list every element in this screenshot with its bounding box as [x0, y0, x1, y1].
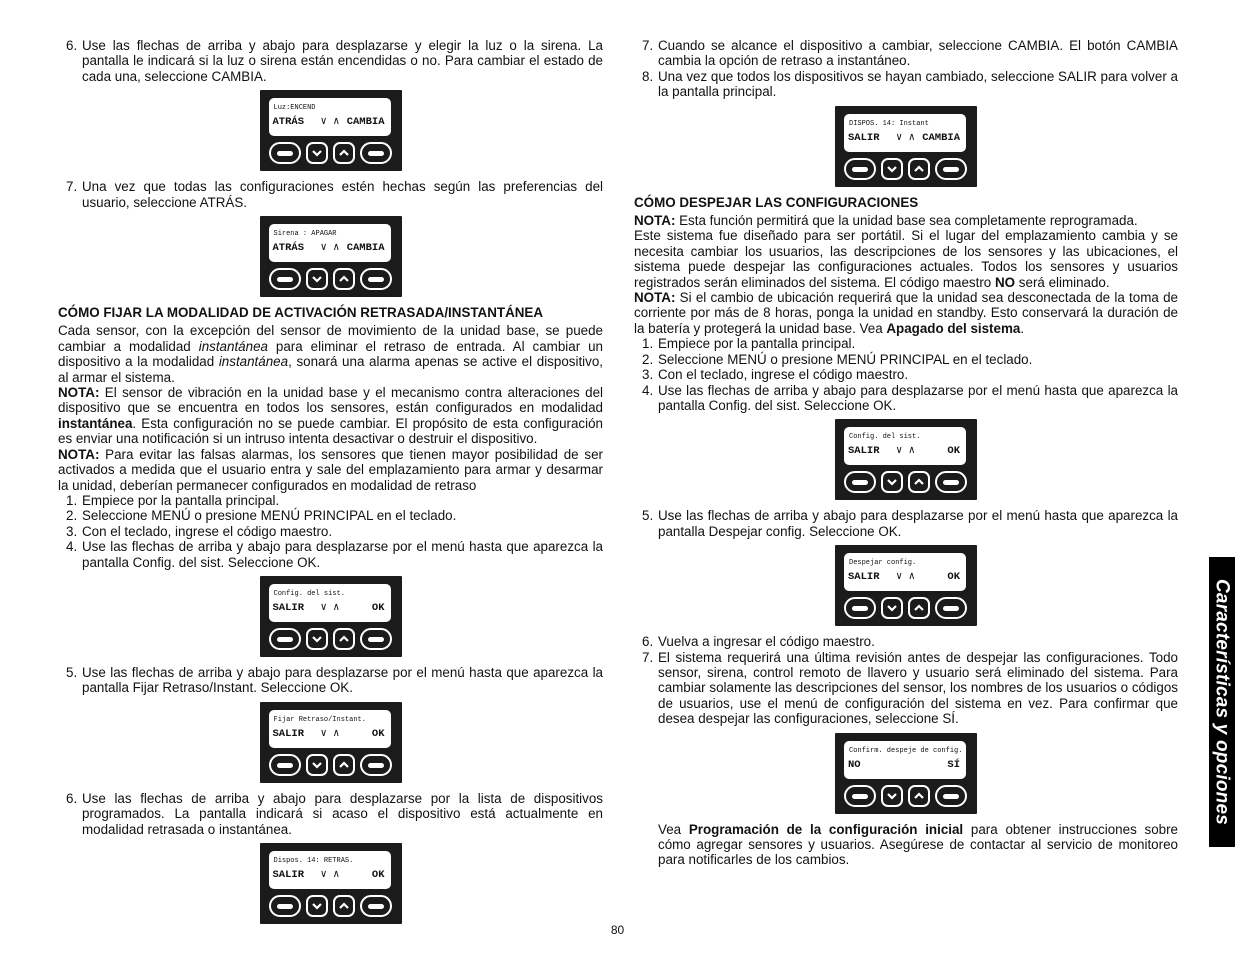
- up-arrow-button[interactable]: [333, 268, 355, 290]
- list-item: 5. Use las flechas de arriba y abajo para desplazarse por el menú hasta que aparezca la pantalla Fijar Retraso/Instant. Seleccione OK.: [66, 664, 603, 696]
- up-arrow-button[interactable]: [333, 142, 355, 164]
- lcd-top-line: Config. del sist.: [273, 589, 345, 598]
- up-arrow-button[interactable]: [908, 785, 930, 807]
- lcd-top-line: Luz:ENCEND: [273, 104, 316, 113]
- list-item: 7. El sistema requerirá una última revisión antes de despejar las configuraciones. Todo sensor, sirena, control remoto de llavero y usuario será eliminado del sistema. Para cambiar solamente las descripciones del sensor, los nombres de los usuarios o códigos de usuarios, use el menú de configuración del sistema en vez. Para confirmar que desea despejar las configuraciones, seleccione SÍ.: [642, 649, 1178, 727]
- chevron-up-icon: [338, 759, 350, 771]
- left-steps-b: [58, 179, 603, 210]
- list-item: 6. Vuelva a ingresar el código maestro.: [642, 634, 875, 650]
- left-steps-d: [58, 665, 603, 696]
- left-softkey-button[interactable]: [269, 895, 301, 917]
- keypad-keys: [269, 628, 393, 652]
- left-softkey-button[interactable]: [269, 142, 301, 164]
- right-softkey-button[interactable]: [360, 628, 392, 650]
- note-paragraph: NOTA: Para evitar las falsas alarmas, los sensores que tienen mayor posibilidad de ser activados a medida que el usuario entra y sale del emplazamiento para armar y desarmar la unidad, deberían permanecer configurados en modalidad de retraso: [58, 446, 603, 493]
- down-arrow-button[interactable]: [881, 158, 903, 180]
- chevron-down-icon: [886, 476, 898, 488]
- up-arrow-button[interactable]: [908, 597, 930, 619]
- lcd-bottom-line: NO SÍ: [848, 758, 960, 771]
- side-tab-label: Características y opciones: [1211, 579, 1233, 825]
- keypad-display: [835, 545, 977, 626]
- right-softkey-button[interactable]: [935, 597, 967, 619]
- lcd-screen: [269, 98, 391, 136]
- left-softkey-button[interactable]: [844, 785, 876, 807]
- down-arrow-button[interactable]: [306, 628, 328, 650]
- chevron-up-icon: [913, 602, 925, 614]
- keypad-keys: [844, 158, 968, 182]
- lcd-bottom-line: SALIR ∨ ∧ OK: [272, 727, 385, 740]
- left-softkey-button[interactable]: [844, 597, 876, 619]
- right-softkey-button[interactable]: [935, 158, 967, 180]
- lcd-screen: [844, 741, 966, 779]
- up-arrow-button[interactable]: [908, 471, 930, 493]
- right-steps-c: [634, 508, 1178, 539]
- list-item: 8. Una vez que todos los dispositivos se hayan cambiado, seleccione SALIR para volver a la pantalla principal.: [642, 68, 1178, 100]
- lcd-screen: [269, 224, 391, 262]
- right-softkey-button[interactable]: [935, 471, 967, 493]
- lcd-screen: [269, 584, 391, 622]
- lcd-bottom-line: SALIR ∨ ∧ OK: [848, 445, 960, 458]
- left-softkey-button[interactable]: [269, 628, 301, 650]
- lcd-screen: [844, 553, 966, 591]
- right-steps-d: [634, 634, 1178, 726]
- list-item: 1. Empiece por la pantalla principal.: [66, 492, 280, 508]
- list-item: 6. Use las flechas de arriba y abajo para desplazarse por la lista de dispositivos programados. La pantalla indicará si acaso el dispositivo está actualmente en modalidad retrasada o instantánea.: [66, 790, 603, 837]
- right-column: [634, 38, 1178, 868]
- keypad-keys: [269, 268, 393, 292]
- keypad-keys: [844, 471, 968, 495]
- chevron-up-icon: [338, 147, 350, 159]
- chevron-up-icon: [913, 476, 925, 488]
- right-steps-b: [634, 336, 1178, 413]
- section-side-tab: [1209, 557, 1235, 847]
- chevron-down-icon: [886, 790, 898, 802]
- left-softkey-button[interactable]: [269, 754, 301, 776]
- section-heading: CÓMO FIJAR LA MODALIDAD DE ACTIVACIÓN RETRASADA/INSTANTÁNEA: [58, 305, 544, 321]
- keypad-display: [260, 576, 402, 657]
- keypad-keys: [269, 895, 393, 919]
- right-softkey-button[interactable]: [360, 268, 392, 290]
- left-softkey-button[interactable]: [844, 158, 876, 180]
- list-item: 2. Seleccione MENÚ o presione MENÚ PRINCIPAL en el teclado.: [66, 508, 457, 524]
- list-item: 4. Use las flechas de arriba y abajo para desplazarse por el menú hasta que aparezca la pantalla Config. del sist. Seleccione OK.: [642, 382, 1178, 413]
- chevron-up-icon: [338, 900, 350, 912]
- lcd-bottom-line: SALIR ∨ ∧ OK: [272, 868, 385, 881]
- lcd-top-line: Fijar Retraso/Instant.: [273, 715, 366, 724]
- list-item: 4. Use las flechas de arriba y abajo para desplazarse por el menú hasta que aparezca la pantalla Config. del sist. Seleccione OK.: [66, 539, 603, 570]
- keypad-keys: [844, 785, 968, 809]
- closing-paragraph: Vea Programación de la configuración inicial para obtener instrucciones sobre cómo agregar sensores y usuarios. Asegúrese de contactar al servicio de monitoreo para notificarles de los cambios.: [658, 821, 1179, 868]
- paragraph: Este sistema fue diseñado para ser portátil. Si el lugar del emplazamiento cambia y se necesita cambiar los usuarios, las descripciones de los sensores y las ubicaciones, el sistema puede despejar las configuraciones actuales. Todos los sensores y usuarios registrados serán eliminados del sistema. El código maestro NO será eliminado.: [634, 228, 1178, 290]
- keypad-display: [835, 419, 977, 500]
- note-paragraph: NOTA: Esta función permitirá que la unidad base sea completamente reprogramada.: [634, 213, 1138, 229]
- lcd-top-line: Sirena : APAGAR: [273, 230, 337, 239]
- right-softkey-button[interactable]: [360, 754, 392, 776]
- lcd-top-line: Despejar config.: [849, 559, 917, 568]
- lcd-screen: [269, 710, 391, 748]
- down-arrow-button[interactable]: [881, 597, 903, 619]
- right-softkey-button[interactable]: [360, 142, 392, 164]
- down-arrow-button[interactable]: [306, 754, 328, 776]
- left-softkey-button[interactable]: [269, 268, 301, 290]
- right-steps-a: [634, 38, 1178, 100]
- list-item: 7. Una vez que todas las configuraciones estén hechas según las preferencias del usuario, seleccione ATRÁS.: [66, 179, 603, 210]
- section-heading: CÓMO DESPEJAR LAS CONFIGURACIONES: [634, 194, 919, 210]
- list-item: 3. Con el teclado, ingrese el código maestro.: [66, 523, 333, 539]
- chevron-down-icon: [886, 163, 898, 175]
- list-item: 7. Cuando se alcance el dispositivo a cambiar, seleccione CAMBIA. El botón CAMBIA cambia la opción de retraso a instantáneo.: [642, 38, 1178, 69]
- keypad-display: [835, 733, 977, 814]
- left-steps-e: [58, 791, 603, 837]
- keypad-keys: [844, 597, 968, 621]
- lcd-top-line: Dispos. 14: RETRAS.: [273, 856, 354, 865]
- keypad-display: [835, 106, 977, 187]
- note-paragraph: NOTA: El sensor de vibración en la unidad base y el mecanismo contra alteraciones del dispositivo que se encuentra en todos los sensores, están configurados en modalidad instantánea. Esta configuración no se puede cambiar. El propósito de esta configuración es enviar una notificación si un intruso intenta desactivar o destruir el dispositivo.: [58, 385, 603, 447]
- lcd-screen: [844, 114, 966, 152]
- right-softkey-button[interactable]: [360, 895, 392, 917]
- chevron-down-icon: [311, 759, 323, 771]
- note-paragraph: NOTA: Si el cambio de ubicación requerirá que la unidad sea desconectada de la toma de corriente por más de 8 horas, ponga la unidad en standby. Esto conservará la duración de la batería y protegerá la unidad base. Vea Apagado del sistema.: [634, 290, 1178, 336]
- list-item: 1. Empiece por la pantalla principal.: [642, 336, 856, 352]
- down-arrow-button[interactable]: [306, 895, 328, 917]
- list-item: 6. Use las flechas de arriba y abajo para desplazarse y elegir la luz o la sirena. La pantalla le indicará si la luz o sirena están encendidas o no. Para cambiar el estado de cada una, seleccione CAMBIA.: [66, 38, 603, 84]
- lcd-top-line: Confirm. despeje de config.: [849, 746, 963, 755]
- down-arrow-button[interactable]: [306, 268, 328, 290]
- up-arrow-button[interactable]: [333, 754, 355, 776]
- down-arrow-button[interactable]: [881, 471, 903, 493]
- list-item: 3. Con el teclado, ingrese el código maestro.: [642, 367, 909, 383]
- chevron-down-icon: [311, 147, 323, 159]
- chevron-down-icon: [311, 900, 323, 912]
- chevron-down-icon: [886, 602, 898, 614]
- left-steps-a: [58, 38, 603, 84]
- list-item: 5. Use las flechas de arriba y abajo para desplazarse por el menú hasta que aparezca la pantalla Despejar config. Seleccione OK.: [642, 508, 1178, 539]
- lcd-bottom-line: ATRÁS ∨ ∧ CAMBIA: [272, 116, 385, 129]
- keypad-keys: [269, 142, 393, 166]
- down-arrow-button[interactable]: [881, 785, 903, 807]
- chevron-up-icon: [338, 273, 350, 285]
- page-number: 80: [610, 923, 625, 937]
- up-arrow-button[interactable]: [333, 628, 355, 650]
- lcd-screen: [269, 851, 391, 889]
- chevron-up-icon: [913, 790, 925, 802]
- down-arrow-button[interactable]: [306, 142, 328, 164]
- keypad-keys: [269, 754, 393, 778]
- chevron-down-icon: [311, 273, 323, 285]
- lcd-top-line: Config. del sist.: [849, 433, 921, 442]
- lcd-bottom-line: SALIR ∨ ∧ CAMBIA: [848, 131, 960, 144]
- keypad-display: [260, 702, 402, 783]
- chevron-up-icon: [913, 163, 925, 175]
- paragraph: Cada sensor, con la excepción del sensor de movimiento de la unidad base, se puede cambiar a modalidad instantánea para eliminar el retraso de entrada. Al cambiar un dispositivo a la modalidad instantánea, sonará una alarma apenas se active el dispositivo, al armar el sistema.: [58, 323, 604, 385]
- left-steps-c: [58, 493, 603, 570]
- left-column: [58, 38, 603, 932]
- list-item: 2. Seleccione MENÚ o presione MENÚ PRINCIPAL en el teclado.: [642, 351, 1033, 367]
- lcd-top-line: DISPOS. 14: Instant: [849, 119, 929, 128]
- lcd-bottom-line: SALIR ∨ ∧ OK: [272, 601, 385, 614]
- lcd-screen: [844, 427, 966, 465]
- chevron-up-icon: [338, 633, 350, 645]
- lcd-bottom-line: ATRÁS ∨ ∧ CAMBIA: [272, 242, 385, 255]
- keypad-display: [260, 843, 402, 924]
- right-softkey-button[interactable]: [935, 785, 967, 807]
- chevron-down-icon: [311, 633, 323, 645]
- left-softkey-button[interactable]: [844, 471, 876, 493]
- up-arrow-button[interactable]: [908, 158, 930, 180]
- keypad-display: [260, 216, 402, 297]
- keypad-display: [260, 90, 402, 171]
- lcd-bottom-line: SALIR ∨ ∧ OK: [848, 571, 960, 584]
- up-arrow-button[interactable]: [333, 895, 355, 917]
